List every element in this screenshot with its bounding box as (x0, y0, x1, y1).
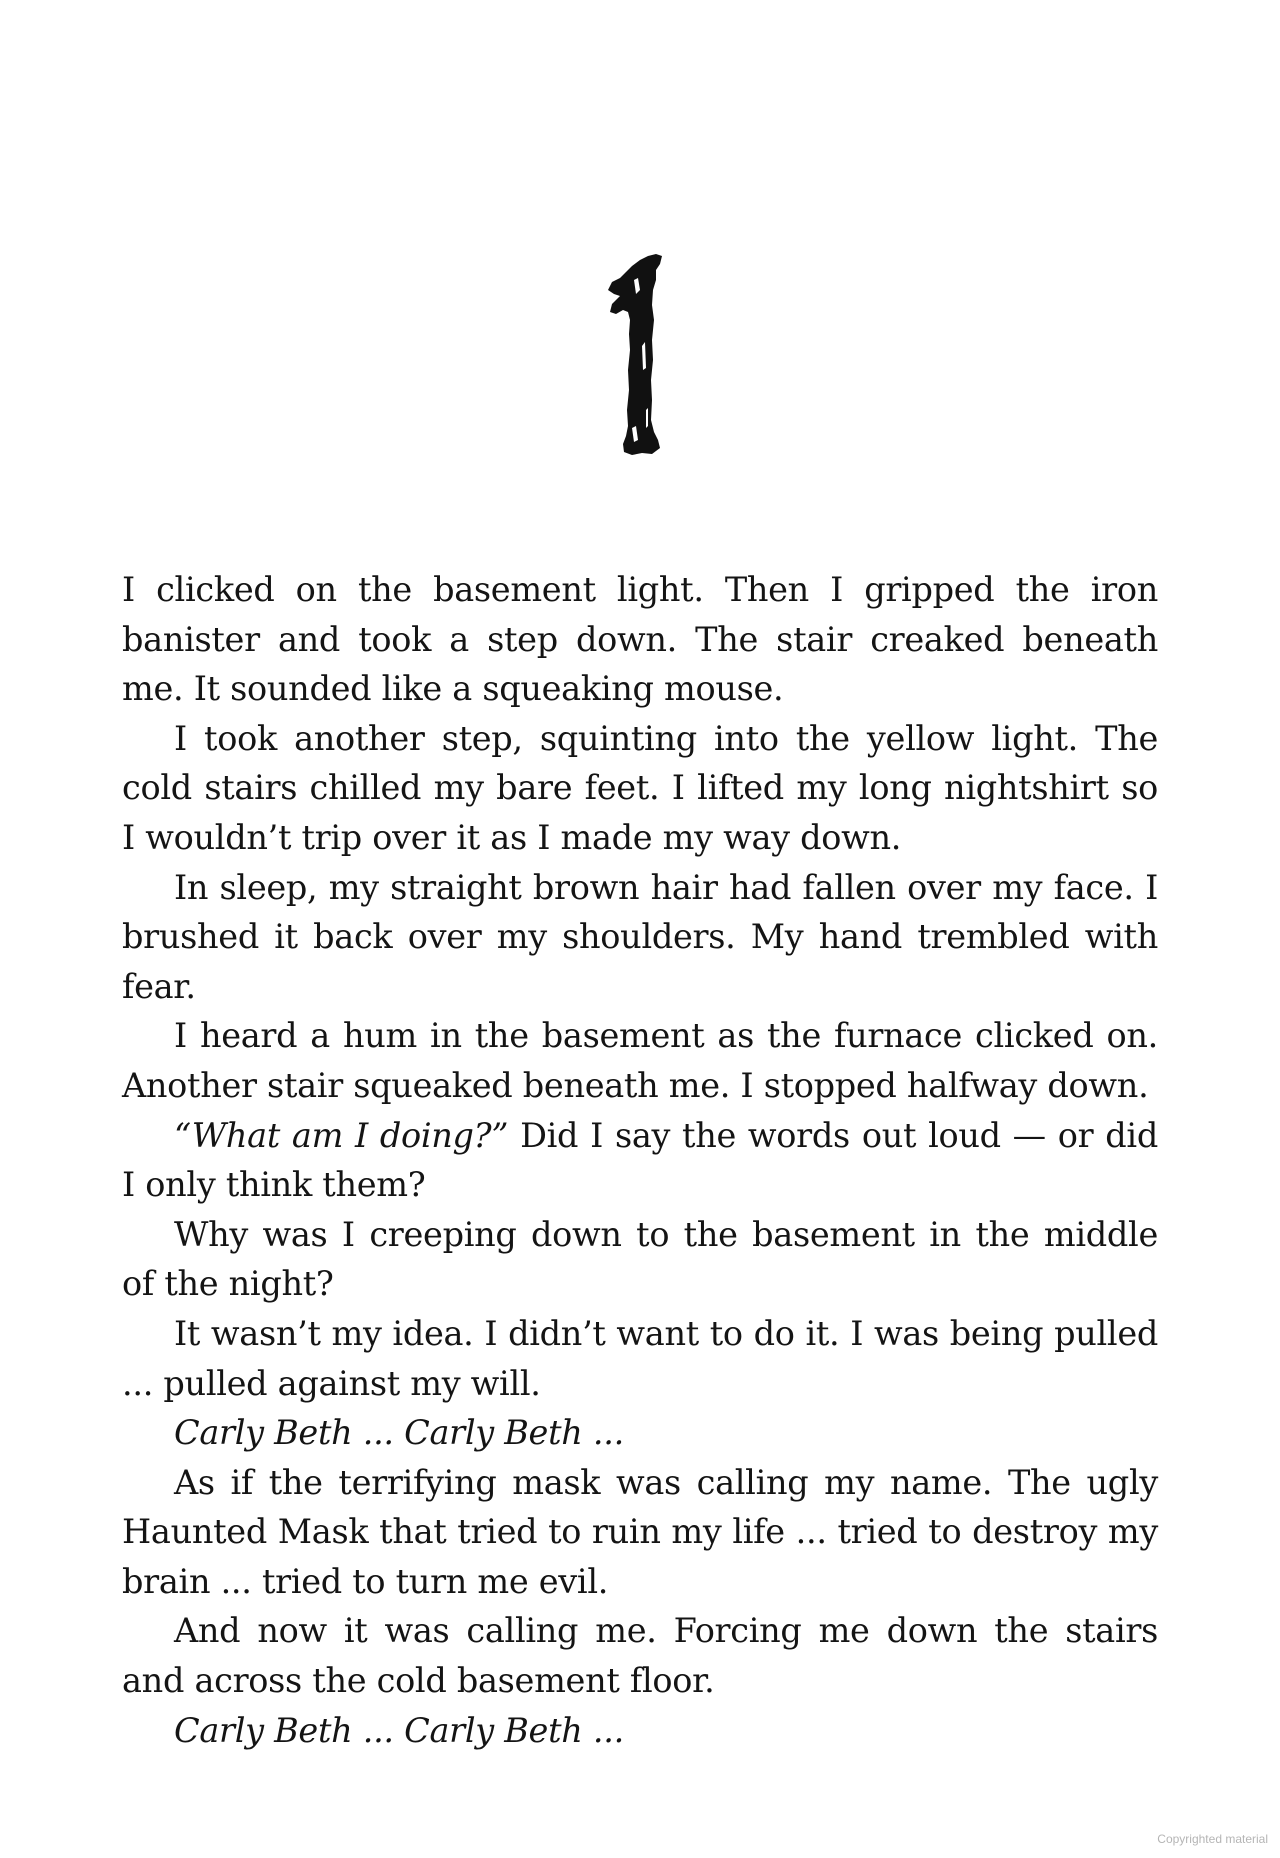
whisper-line-2 (122, 1706, 1158, 1756)
chapter-body (122, 565, 1158, 1755)
copyright-watermark: Copyrighted material (1157, 1832, 1268, 1846)
paragraph-6: Why was I creeping down to the basement in the middle of the night? (122, 1214, 1158, 1304)
paragraph-4: I heard a hum in the basement as the furnace clicked on. Another stair squeaked beneath me. I stopped halfway down. (122, 1016, 1158, 1105)
chapter-number (590, 250, 690, 460)
whisper-text-2: Carly Beth ... Carly Beth ... (174, 1710, 624, 1750)
paragraph-5 (122, 1111, 1158, 1210)
paragraph-2: I took another step, squinting into the yellow light. The cold stairs chilled my bare feet. I lifted my long nightshirt so I wouldn’t trip over it as I made my way down. (122, 718, 1158, 857)
paragraph-1: I clicked on the basement light. Then I gripped the iron banister and took a step down. The stair creaked beneath me. It sounded like a squeaking mouse. (122, 570, 1158, 709)
spoken-line: “What am I doing?” (174, 1115, 509, 1155)
whisper-text-1: Carly Beth ... Carly Beth ... (174, 1413, 624, 1453)
paragraph-5-rest: Did I say the words out loud — or did I only think them? (122, 1115, 1158, 1205)
paragraph-7: It wasn’t my idea. I didn’t want to do it. I was being pulled ... pulled against my will. (122, 1313, 1158, 1403)
whisper-line-1 (122, 1408, 1158, 1458)
paragraph-9: And now it was calling me. Forcing me down the stairs and across the cold basement floor. (122, 1611, 1158, 1701)
chapter-numeral-glyph (590, 250, 690, 460)
paragraph-3: In sleep, my straight brown hair had fallen over my face. I brushed it back over my shoulders. My hand trembled with fear. (122, 867, 1158, 1006)
paragraph-8: As if the terrifying mask was calling my name. The ugly Haunted Mask that tried to ruin my life ... tried to destroy my brain ... tried to turn me evil. (122, 1462, 1158, 1601)
